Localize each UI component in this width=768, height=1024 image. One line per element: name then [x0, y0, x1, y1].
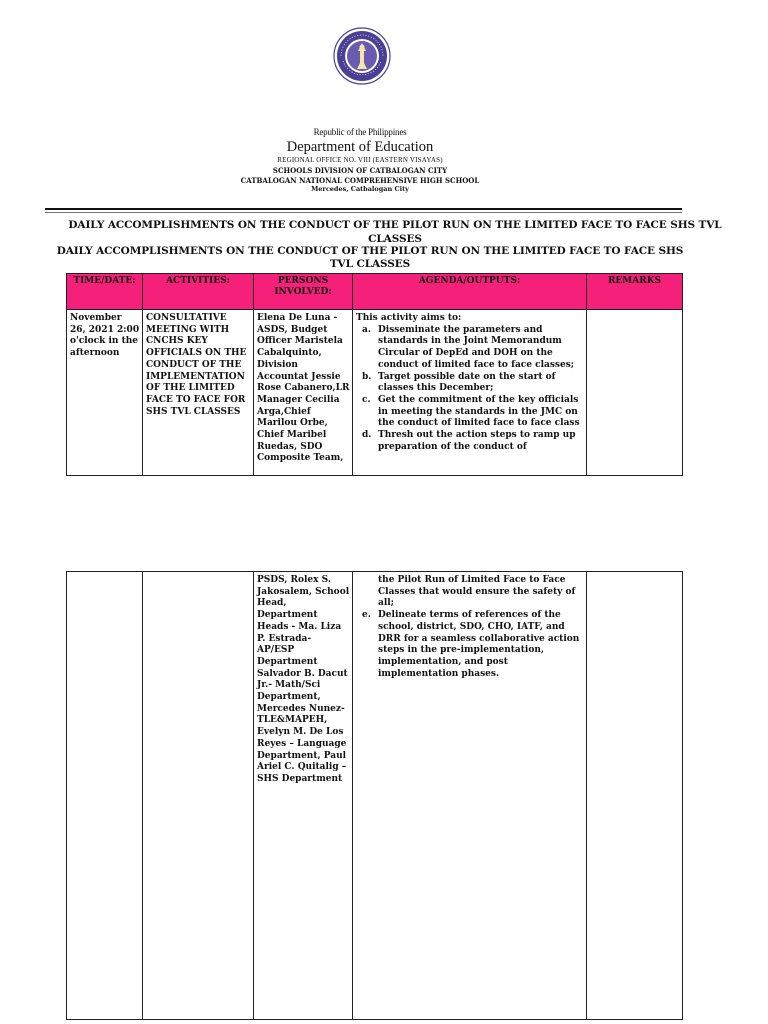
- header-divider: [45, 208, 682, 210]
- header-activities: ACTIVITIES:: [142, 273, 254, 310]
- document-title: DAILY ACCOMPLISHMENTS ON THE CONDUCT OF THE PILOT RUN ON THE LIMITED FACE TO FACE SHS TVL CLASSES: [68, 219, 722, 245]
- deped-seal-icon: [333, 27, 391, 85]
- list-item: b. Target possible date on the start of classes this December;: [362, 371, 556, 394]
- document-title-repeat: DAILY ACCOMPLISHMENTS ON THE CONDUCT OF THE PILOT RUN ON THE LIMITED FACE TO FACE SHS TVL CLASSES: [56, 245, 684, 270]
- agenda-intro: This activity aims to:: [356, 313, 462, 323]
- row1-date: November 26, 2021 2:00 o'clock in the afternoon: [66, 309, 143, 476]
- header-remarks: REMARKS: [586, 273, 683, 310]
- row2-activity: [142, 571, 254, 1020]
- list-item: a. Disseminate the parameters and standards in the Joint Memorandum Circular of DepEd and DOH on the conduct of limited face to face classes;: [362, 324, 575, 370]
- agenda-list: [356, 325, 584, 454]
- header-division: SCHOOLS DIVISION OF CATBALOGAN CITY: [272, 166, 448, 175]
- list-item: d. Thresh out the action steps to ramp up preparation of the conduct of: [362, 430, 576, 452]
- header-divider-thin: [45, 212, 682, 213]
- header-school: CATBALOGAN NATIONAL COMPREHENSIVE HIGH SCHOOL: [240, 176, 480, 185]
- header-republic: Republic of the Philippines: [313, 127, 407, 137]
- header-agenda-outputs: AGENDA/OUTPUTS:: [352, 273, 587, 310]
- header-persons-involved: PERSONS INVOLVED:: [253, 273, 353, 310]
- header-region: REGIONAL OFFICE NO. VIII (EASTERN VISAYAS): [277, 156, 443, 164]
- agenda-list-continued: [356, 575, 584, 680]
- row1-agenda: [352, 309, 587, 476]
- header-address: Mercedes, Catbalogan City: [311, 185, 409, 193]
- row2-agenda: [352, 571, 587, 1020]
- row1-activity: CONSULTATIVE MEETING WITH CNCHS KEY OFFICIALS ON THE CONDUCT OF THE IMPLEMENTATION OF THE LIMITED FACE TO FACE FOR SHS TVL CLASSES: [142, 309, 254, 476]
- header-time-date: TIME/DATE:: [66, 273, 143, 310]
- header-department: Department of Education: [286, 139, 434, 155]
- row1-remarks: [586, 309, 683, 476]
- row2-date: [66, 571, 143, 1020]
- row1-persons: Elena De Luna - ASDS, Budget Officer Maristela Cabalquinto, Division Accountat Jessie Rose Cabanero,LR Manager Cecilia Arga,Chief Marilou Orbe, Chief Maribel Ruedas, SDO Composite Team,: [253, 309, 353, 476]
- row2-remarks: [586, 571, 683, 1020]
- list-item: the Pilot Run of Limited Face to Face Classes that would ensure the safety of all;: [378, 575, 576, 609]
- row2-persons: PSDS, Rolex S. Jakosalem, School Head, Department Heads - Ma. Liza P. Estrada- AP/ESP Department Salvador B. Dacut Jr.- Math/Sci Department, Mercedes Nunez- TLE&MAPEH, Evelyn M. De Los Reyes – Language Department, Paul Ariel C. Quitalig – SHS Department: [253, 571, 353, 1020]
- list-item: e. Delineate terms of references of the school, district, SDO, CHO, IATF, and DRR for a seamless collaborative action steps in the pre-implementation, implementation, and post implementation phases.: [362, 610, 580, 679]
- list-item: c. Get the commitment of the key officials in meeting the standards in the JMC on the conduct of limited face to face class: [362, 394, 580, 429]
